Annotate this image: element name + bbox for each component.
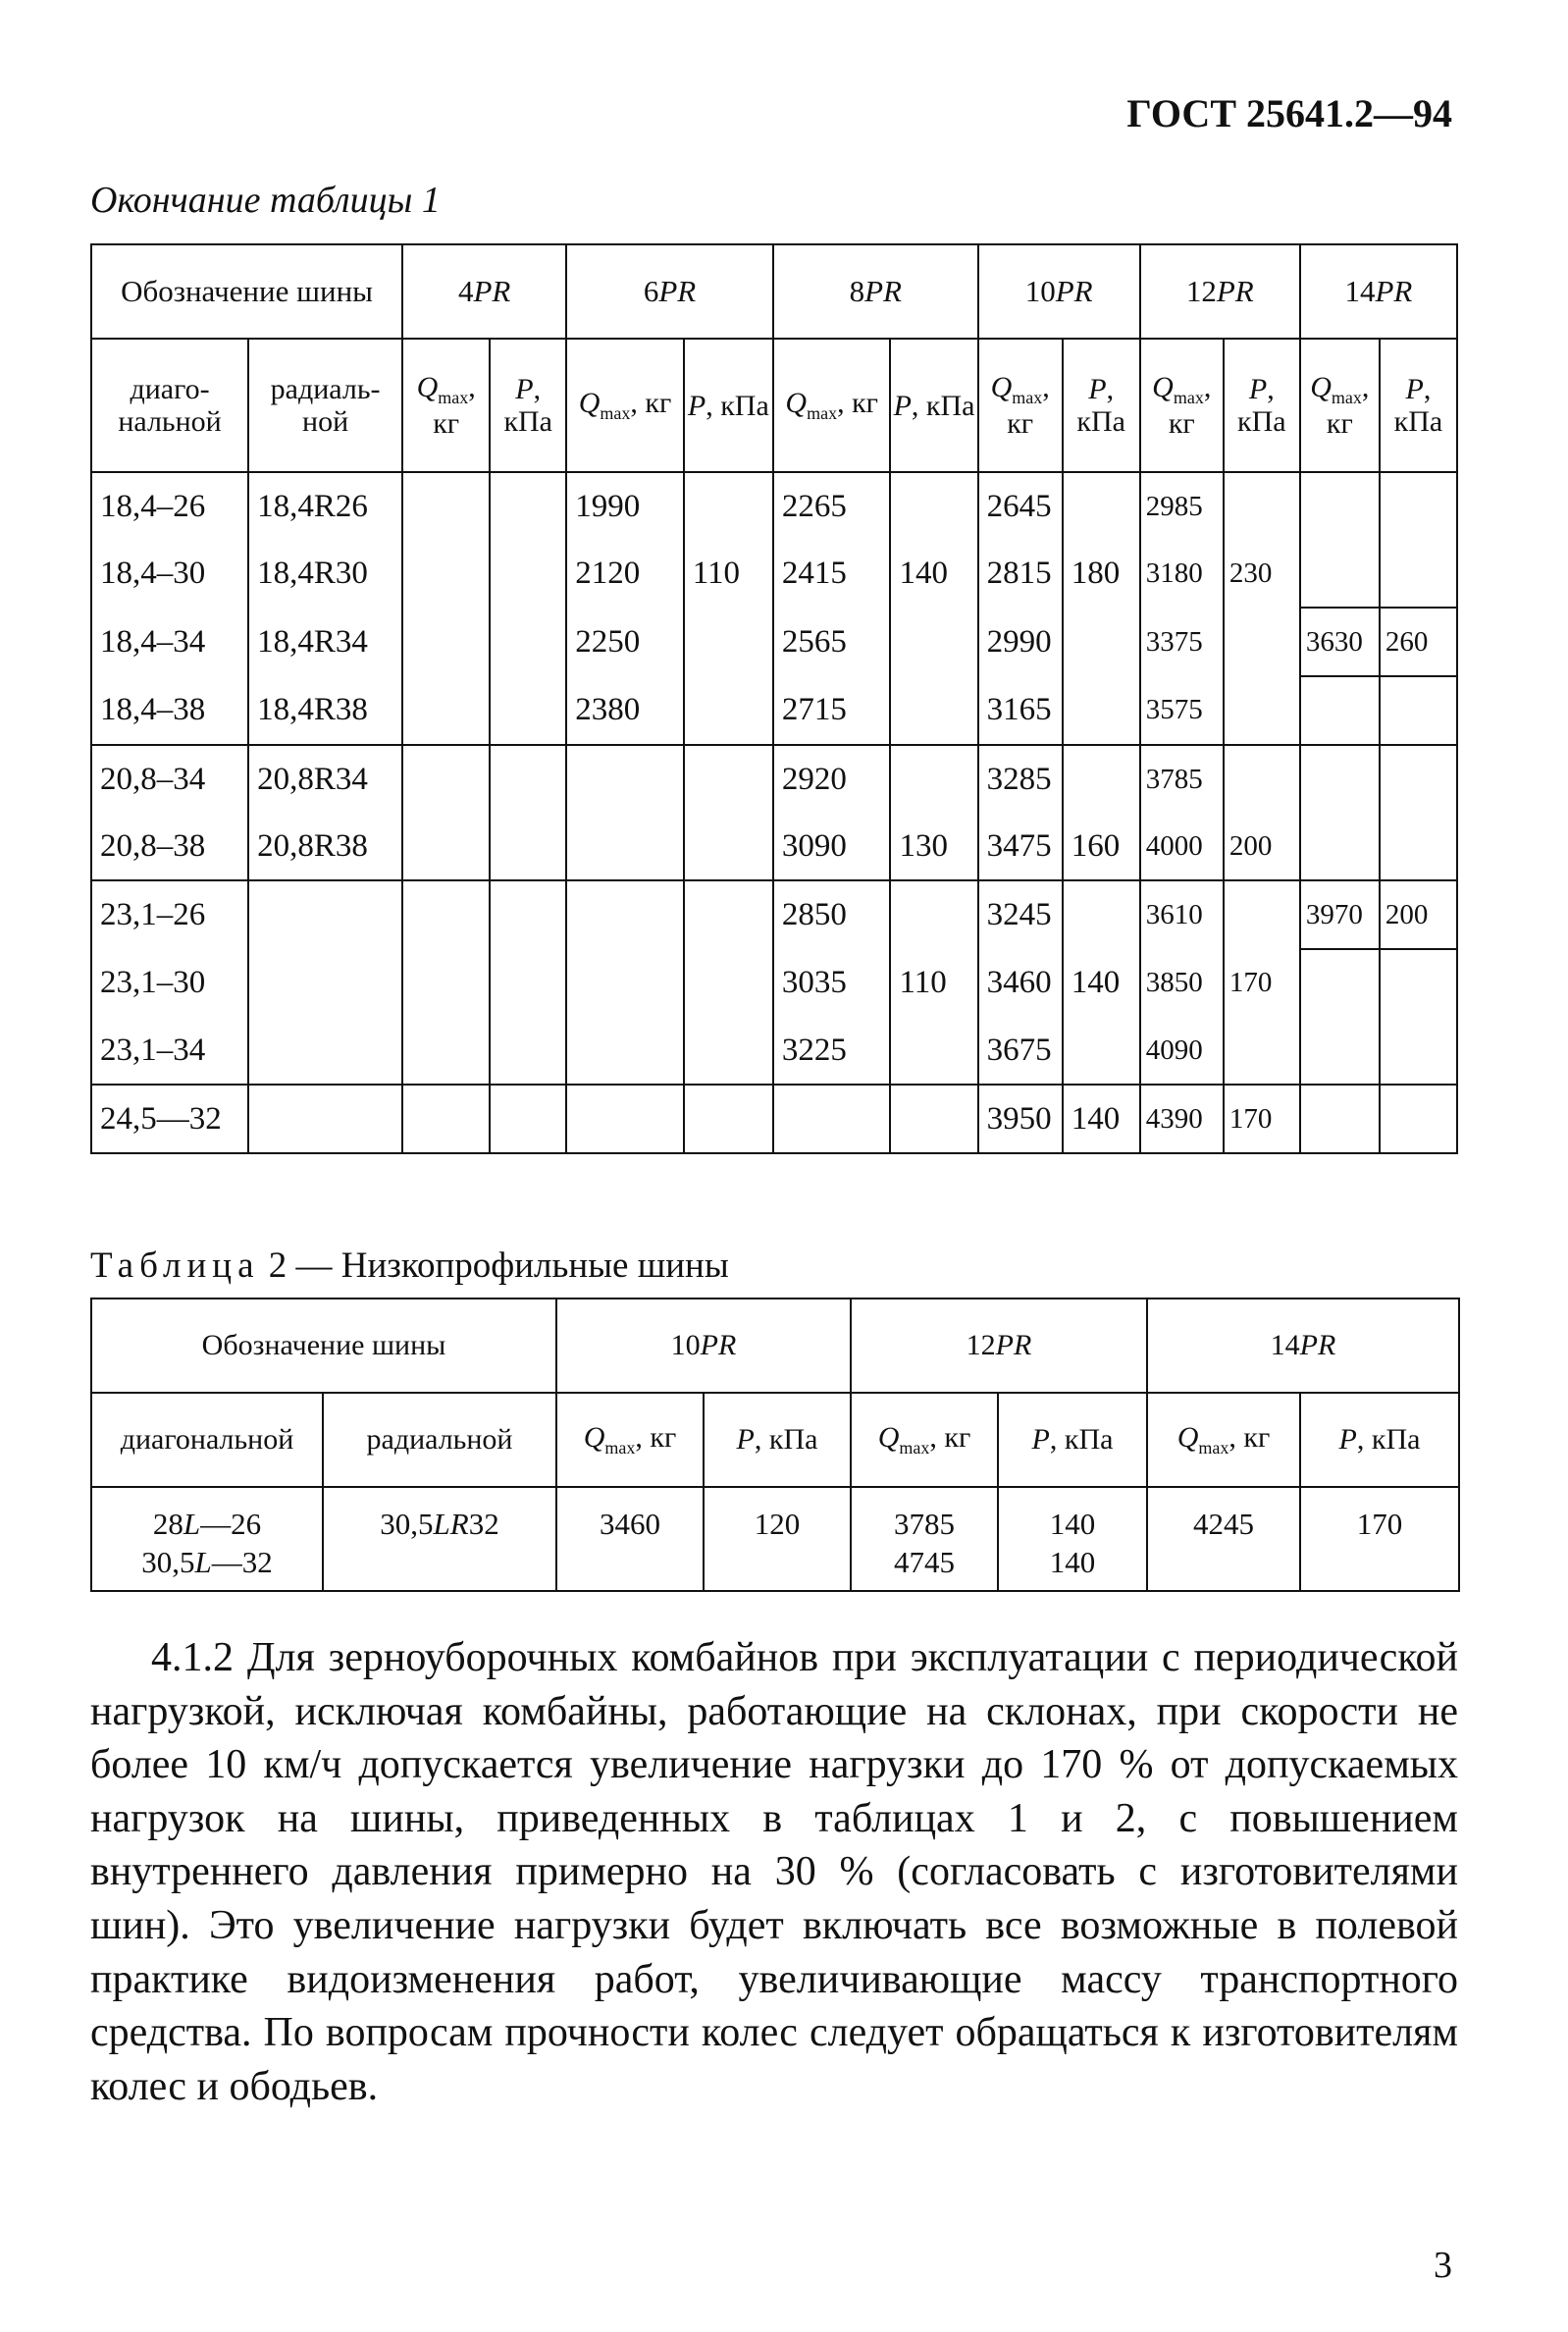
table1-cell: 230 — [1224, 540, 1300, 608]
table1-cell — [1224, 745, 1300, 813]
table2-ply-header: 12PR — [851, 1298, 1147, 1393]
table1-cell: 3225 — [773, 1017, 891, 1085]
table2-cell-p10: 120 — [704, 1487, 851, 1591]
table1-cell: 2565 — [773, 608, 891, 676]
table1-row — [91, 745, 1457, 813]
table1-q-header: $Q_{max}$, кг — [773, 339, 891, 472]
table1-cell — [684, 608, 773, 676]
table1-cell — [1063, 1017, 1140, 1085]
table1-cell — [1063, 745, 1140, 813]
table1-cell: 2715 — [773, 676, 891, 745]
gost-header: ГОСТ 25641.2—94 — [1126, 91, 1452, 135]
table1-ply-header: 10PR — [978, 244, 1140, 339]
table1-cell — [890, 1085, 977, 1153]
table1-cell — [1063, 608, 1140, 676]
table1-cell: 110 — [684, 540, 773, 608]
table1-cell: 20,8–38 — [91, 813, 248, 880]
table1-cell: 18,4R34 — [248, 608, 402, 676]
table1-cell — [1063, 880, 1140, 949]
table1-cell — [890, 472, 977, 540]
table1-cell — [1380, 1085, 1457, 1153]
table1-cell: 2920 — [773, 745, 891, 813]
table1-cell — [890, 1017, 977, 1085]
table2-caption — [90, 1245, 729, 1287]
table2-subheader-row — [91, 1393, 1459, 1487]
table1-row — [91, 608, 1457, 676]
table1-cell — [1300, 1017, 1380, 1085]
table1-cell: 1990 — [566, 472, 684, 540]
table1-cell — [1380, 1017, 1457, 1085]
table1-cell — [490, 880, 566, 949]
table1-cell: 3950 — [978, 1085, 1063, 1153]
table1-cell: 2850 — [773, 880, 891, 949]
table1-cell: 140 — [1063, 1085, 1140, 1153]
table1-p-header: P, кПа — [1380, 339, 1457, 472]
table1-cell — [566, 880, 684, 949]
table1-ply-header: 4PR — [402, 244, 566, 339]
table1-cell: 3285 — [978, 745, 1063, 813]
table1-cell — [490, 540, 566, 608]
table2-cell-diagonal: 28L—26 30,5L—32 — [91, 1487, 323, 1591]
table1-cell: 18,4R26 — [248, 472, 402, 540]
table1-cell — [1380, 813, 1457, 880]
table1-cell — [1224, 676, 1300, 745]
table1-cell — [248, 1017, 402, 1085]
table1-cell — [890, 676, 977, 745]
table1-cell — [490, 813, 566, 880]
table1-ply-header: 12PR — [1140, 244, 1300, 339]
table1-cell: 2120 — [566, 540, 684, 608]
table1-cell: 18,4–30 — [91, 540, 248, 608]
table1-cell: 3630 — [1300, 608, 1380, 676]
table1-cell: 3375 — [1140, 608, 1224, 676]
table1-cell: 18,4–34 — [91, 608, 248, 676]
table1-body — [91, 472, 1457, 1153]
table1-cell — [566, 949, 684, 1017]
table1-row — [91, 813, 1457, 880]
table1-cell: 140 — [890, 540, 977, 608]
table1-cell: 3610 — [1140, 880, 1224, 949]
table1 — [90, 243, 1458, 1154]
table1-cell: 2380 — [566, 676, 684, 745]
table1-cell — [490, 472, 566, 540]
table1-cell — [402, 949, 490, 1017]
table1-cell: 3090 — [773, 813, 891, 880]
paragraph-4-1-2: 4.1.2 Для зерноуборочных комбайнов при эксплуатации с периодической нагрузкой, исключая комбайны, работающие на склонах, при скорости не более 10 км/ч допускается увеличение нагрузки до 170 % от допускаемых нагрузок на шины, приведенных в таблицах 1 и 2, с повышением внутреннего давления примерно на 30 % (согласовать с изготовителями шин). Это увеличение нагрузки будет включать все возможные в полевой практике видоизменения работ, увеличивающие массу транспортного средства. По вопросам прочности колес следует обращаться к изготовителям колес и ободьев. — [90, 1635, 1458, 2109]
table1-cell — [1300, 1085, 1380, 1153]
table1-cell: 3180 — [1140, 540, 1224, 608]
table1-cell — [490, 745, 566, 813]
table2-q-header: $Q_{max}$, кг — [851, 1393, 998, 1487]
table2-cell-radial: 30,5LR32 — [323, 1487, 556, 1591]
table1-cell — [402, 1085, 490, 1153]
table1-row — [91, 949, 1457, 1017]
table1-cell: 3460 — [978, 949, 1063, 1017]
table1-cell — [684, 813, 773, 880]
table1-cell: 260 — [1380, 608, 1457, 676]
table1-cell: 3245 — [978, 880, 1063, 949]
table2-q-header: $Q_{max}$, кг — [556, 1393, 704, 1487]
table1-cell — [402, 1017, 490, 1085]
table1-cell — [1224, 608, 1300, 676]
table1-cell: 170 — [1224, 1085, 1300, 1153]
table1-row — [91, 472, 1457, 540]
table1-cell: 3850 — [1140, 949, 1224, 1017]
table1-cell — [566, 1017, 684, 1085]
table1-p-header: P, кПа — [890, 339, 977, 472]
table1-cell — [1380, 540, 1457, 608]
table1-cell: 23,1–26 — [91, 880, 248, 949]
table1-cell: 2645 — [978, 472, 1063, 540]
table1-cell — [402, 880, 490, 949]
table2-ply-header: 14PR — [1147, 1298, 1459, 1393]
table1-cell — [402, 540, 490, 608]
table2-col-radial: радиальной — [323, 1393, 556, 1487]
table1-cell — [1300, 540, 1380, 608]
table1-cell — [402, 608, 490, 676]
table1-cell — [248, 1085, 402, 1153]
table1-cell: 4390 — [1140, 1085, 1224, 1153]
table2-q-header: $Q_{max}$, кг — [1147, 1393, 1300, 1487]
table2-cell-q14: 4245 — [1147, 1487, 1300, 1591]
table1-cell: 2415 — [773, 540, 891, 608]
table1-cell: 2265 — [773, 472, 891, 540]
table1-cell: 130 — [890, 813, 977, 880]
table1-cell — [490, 1017, 566, 1085]
table2-p-header: P, кПа — [704, 1393, 851, 1487]
table1-cell: 20,8R34 — [248, 745, 402, 813]
table1-cell — [566, 813, 684, 880]
table1-cell — [402, 813, 490, 880]
table1-row — [91, 540, 1457, 608]
table1-col-diagonal: диаго-нальной — [91, 339, 248, 472]
table1-p-header: P, кПа — [490, 339, 566, 472]
table1-cell: 180 — [1063, 540, 1140, 608]
table1-cell — [1300, 813, 1380, 880]
table1-cell: 3475 — [978, 813, 1063, 880]
table1-designation-header: Обозначение шины — [91, 244, 402, 339]
table2-designation-header: Обозначение шины — [91, 1298, 556, 1393]
section-paragraph — [90, 1631, 1458, 2113]
table2-cell-q12: 3785 4745 — [851, 1487, 998, 1591]
page-number: 3 — [1434, 2245, 1452, 2286]
table1-cell: 23,1–34 — [91, 1017, 248, 1085]
table1-cell — [684, 676, 773, 745]
table1-ply-header: 14PR — [1300, 244, 1457, 339]
table1-cell — [1300, 676, 1380, 745]
table1-cell — [402, 745, 490, 813]
table1-cell: 20,8R38 — [248, 813, 402, 880]
table1-cell — [248, 949, 402, 1017]
table1-cell: 3575 — [1140, 676, 1224, 745]
table1-cell — [1224, 472, 1300, 540]
table1-row — [91, 1085, 1457, 1153]
table1-cell — [684, 472, 773, 540]
table1-cell — [566, 1085, 684, 1153]
table1-cell: 3785 — [1140, 745, 1224, 813]
table1-q-header: $Q_{max}$, кг — [1300, 339, 1380, 472]
table2-caption-word: Таблица — [90, 1246, 260, 1286]
table2 — [90, 1298, 1460, 1592]
table1-q-header: $Q_{max}$, кг — [978, 339, 1063, 472]
table1-cell: 140 — [1063, 949, 1140, 1017]
table1-cell — [684, 745, 773, 813]
table1-cell — [1063, 472, 1140, 540]
table1-cell — [490, 608, 566, 676]
table1-cell: 3165 — [978, 676, 1063, 745]
table1-ply-header: 8PR — [773, 244, 978, 339]
table1-cell — [1380, 745, 1457, 813]
table1-cell — [684, 949, 773, 1017]
table1-cell: 200 — [1380, 880, 1457, 949]
table2-header-row — [91, 1298, 1459, 1393]
table1-cell: 18,4–38 — [91, 676, 248, 745]
table2-cell-q10: 3460 — [556, 1487, 704, 1591]
table1-header-row — [91, 244, 1457, 339]
table1-cell — [566, 745, 684, 813]
table1-row — [91, 676, 1457, 745]
table1-cell — [402, 472, 490, 540]
table1-cell: 3675 — [978, 1017, 1063, 1085]
table1-cell — [1380, 676, 1457, 745]
table1-cell — [890, 608, 977, 676]
table1-cell — [684, 880, 773, 949]
table1-q-header: $Q_{max}$, кг — [402, 339, 490, 472]
table2-p-header: P, кПа — [1300, 1393, 1459, 1487]
table1-q-header: $Q_{max}$, кг — [566, 339, 684, 472]
table1-cell — [890, 880, 977, 949]
table1-cell — [490, 1085, 566, 1153]
table1-cell — [1063, 676, 1140, 745]
table2-ply-header: 10PR — [556, 1298, 851, 1393]
table1-cell: 18,4R30 — [248, 540, 402, 608]
table1-ply-header: 6PR — [566, 244, 773, 339]
table1-cell — [490, 676, 566, 745]
table1-caption: Окончание таблицы 1 — [90, 180, 441, 221]
table1-q-header: $Q_{max}$, кг — [1140, 339, 1224, 472]
table1-subheader-row — [91, 339, 1457, 472]
table1-cell — [1300, 472, 1380, 540]
table1-cell: 110 — [890, 949, 977, 1017]
table1-cell: 2990 — [978, 608, 1063, 676]
table1-cell: 4000 — [1140, 813, 1224, 880]
table1-cell — [490, 949, 566, 1017]
table1-p-header: P, кПа — [1063, 339, 1140, 472]
table1-cell — [1224, 880, 1300, 949]
table1-cell: 20,8–34 — [91, 745, 248, 813]
table1-cell — [1380, 472, 1457, 540]
table1-cell: 200 — [1224, 813, 1300, 880]
table2-cell-p14: 170 — [1300, 1487, 1459, 1591]
table1-cell — [1300, 949, 1380, 1017]
table1-cell: 18,4R38 — [248, 676, 402, 745]
table1-cell — [773, 1085, 891, 1153]
table1-row — [91, 1017, 1457, 1085]
table1-cell: 18,4–26 — [91, 472, 248, 540]
table1-cell: 2815 — [978, 540, 1063, 608]
table1-col-radial: радиаль-ной — [248, 339, 402, 472]
table2-cell-p12: 140 140 — [998, 1487, 1147, 1591]
table1-p-header: P, кПа — [684, 339, 773, 472]
table1-p-header: P, кПа — [1224, 339, 1300, 472]
table1-row — [91, 880, 1457, 949]
table1-cell: 4090 — [1140, 1017, 1224, 1085]
table1-cell — [1380, 949, 1457, 1017]
table1-cell — [1224, 1017, 1300, 1085]
table2-row — [91, 1487, 1459, 1591]
table1-cell: 24,5—32 — [91, 1085, 248, 1153]
table2-caption-rest: 2 — Низкопрофильные шины — [259, 1246, 729, 1286]
table1-cell — [684, 1017, 773, 1085]
table2-p-header: P, кПа — [998, 1393, 1147, 1487]
table1-cell — [248, 880, 402, 949]
table1-cell: 160 — [1063, 813, 1140, 880]
table1-cell: 3035 — [773, 949, 891, 1017]
table1-cell: 2250 — [566, 608, 684, 676]
table1-cell — [402, 676, 490, 745]
table1-cell: 2985 — [1140, 472, 1224, 540]
table1-cell: 3970 — [1300, 880, 1380, 949]
table2-col-diagonal: диагональной — [91, 1393, 323, 1487]
table1-cell — [684, 1085, 773, 1153]
table1-cell — [1300, 745, 1380, 813]
table1-cell — [890, 745, 977, 813]
table1-cell: 170 — [1224, 949, 1300, 1017]
table1-cell: 23,1–30 — [91, 949, 248, 1017]
